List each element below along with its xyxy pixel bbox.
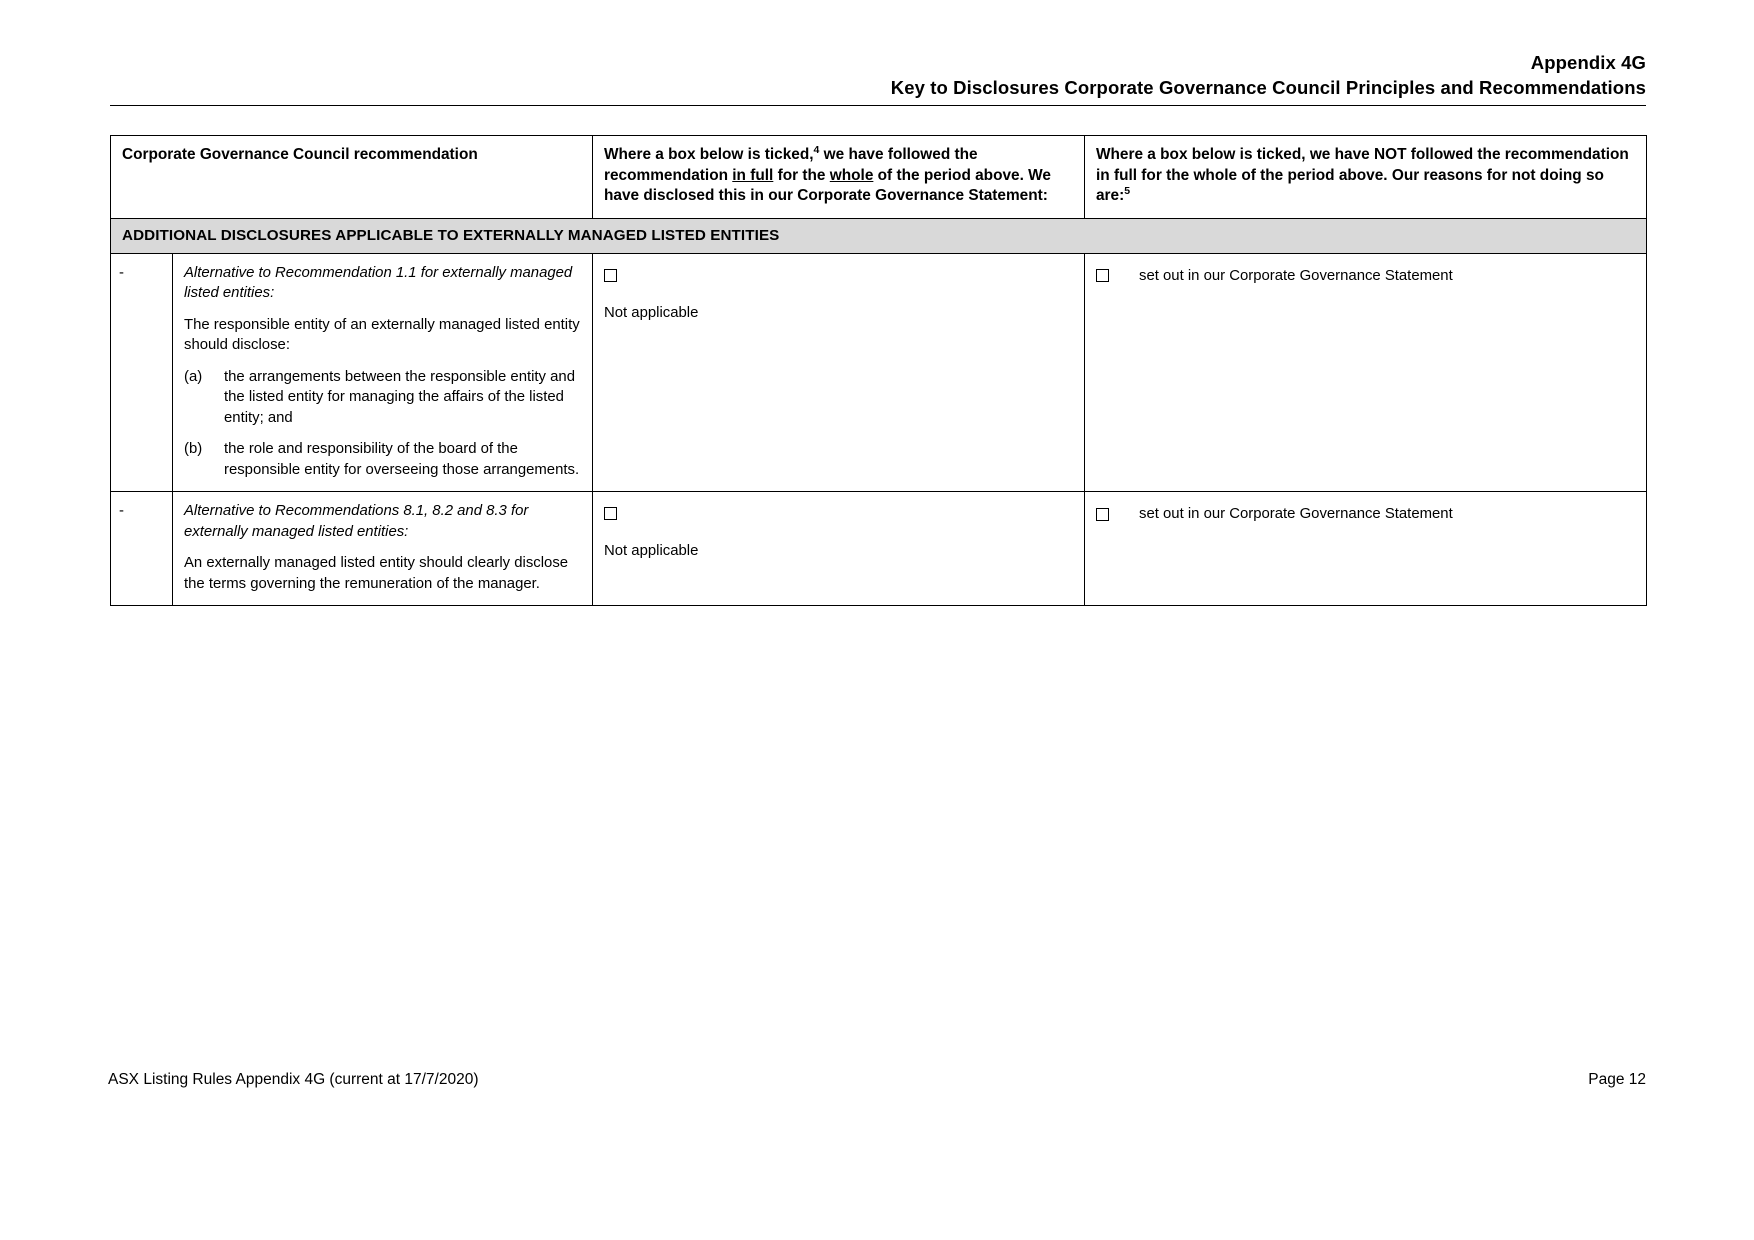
section-band-cell [111, 218, 1647, 253]
list-item-text: the role and responsibility of the board of the responsible entity for overseeing those arrangements. [224, 441, 580, 478]
row-number-cell [111, 492, 173, 606]
row-recommendation-cell [173, 253, 593, 492]
list-item-label: (a) [184, 368, 203, 385]
disclosures-table-container [110, 135, 1646, 606]
row-followed-cell [593, 253, 1085, 492]
row-not-followed-cell [1085, 492, 1647, 606]
list-item [184, 367, 581, 429]
row-number-cell [111, 253, 173, 492]
header-divider-rule [110, 105, 1646, 106]
not-followed-content [1085, 492, 1646, 536]
page-footer [108, 1069, 1646, 1090]
row-not-followed-cell [1085, 253, 1647, 492]
recommendation-lead: The responsible entity of an externally managed listed entity should disclose: [184, 316, 580, 353]
not-followed-reason-row[interactable] [1096, 501, 1635, 525]
recommendation-heading: Alternative to Recommendation 1.1 for externally managed listed entities: [184, 264, 573, 301]
followed-checkbox-line[interactable] [604, 501, 1073, 523]
followed-underline-in-full: in full [732, 166, 774, 184]
checkbox-icon[interactable] [604, 269, 617, 282]
not-followed-text-part1: Where a box below is ticked, we have NOT followed the recommendation in full for the whole of the period above. Our reasons for not doing so are: [1096, 146, 1629, 204]
checkbox-wrapper[interactable] [1096, 505, 1109, 523]
row-recommendation-cell [173, 492, 593, 606]
table-row [111, 253, 1647, 492]
row-recommendation-body [173, 492, 592, 605]
page-header [110, 50, 1646, 100]
footer-source-label: ASX Listing Rules Appendix 4G (current at 17/7/2020) [108, 1071, 479, 1088]
header-appendix-title: Appendix 4G [1530, 52, 1646, 73]
row-recommendation-body [173, 254, 592, 492]
followed-text-part1: Where a box below is ticked, [604, 146, 814, 163]
followed-note: Not applicable [604, 304, 699, 321]
checkbox-wrapper[interactable] [1096, 267, 1109, 285]
checkbox-icon[interactable] [1096, 269, 1109, 282]
header-label-recommendation: Corporate Governance Council recommendation [122, 146, 478, 163]
footer-page-number: Page 12 [1588, 1071, 1646, 1088]
table-row [111, 492, 1647, 606]
section-band-label: ADDITIONAL DISCLOSURES APPLICABLE TO EXTERNALLY MANAGED LISTED ENTITIES [122, 226, 780, 244]
not-followed-note: set out in our Corporate Governance Statement [1139, 506, 1453, 522]
list-item-label: (b) [184, 441, 203, 457]
header-cell-followed [593, 136, 1085, 219]
table-header-row [111, 136, 1647, 219]
header-cell-recommendation [111, 136, 593, 219]
checkbox-icon[interactable] [1096, 508, 1109, 521]
followed-checkbox-line[interactable] [604, 263, 1073, 285]
section-band-row [111, 218, 1647, 253]
not-followed-content [1085, 254, 1646, 298]
list-item [184, 439, 581, 480]
followed-content [593, 492, 1084, 573]
row-number-label: - [119, 503, 124, 519]
followed-note: Not applicable [604, 543, 699, 559]
header-subtitle: Key to Disclosures Corporate Governance Council Principles and Recommendations [890, 77, 1646, 98]
header-cell-not-followed [1085, 136, 1647, 219]
followed-content [593, 254, 1084, 335]
recommendation-lead: An externally managed listed entity should clearly disclose the terms governing the remuneration of the manager. [184, 555, 569, 592]
footnote-marker-4: 4 [813, 143, 820, 156]
list-item-text: the arrangements between the responsible entity and the listed entity for managing the affairs of the listed entity; and [224, 368, 575, 426]
header-label-not-followed [1085, 136, 1646, 218]
header-label-followed [593, 136, 1084, 218]
not-followed-reason-row[interactable] [1096, 263, 1635, 287]
row-number-label: - [119, 264, 124, 281]
row-followed-cell [593, 492, 1085, 606]
followed-text-part2: we have followed the recommendation [604, 146, 978, 184]
followed-text-part4: of the period above. We have disclosed this in our Corporate Governance Statement: [604, 166, 1051, 204]
recommendation-heading: Alternative to Recommendations 8.1, 8.2 and 8.3 for externally managed listed entities: [184, 503, 529, 540]
checkbox-icon[interactable] [604, 507, 617, 520]
followed-text-part3: for the [773, 166, 830, 184]
footnote-marker-5: 5 [1124, 184, 1131, 197]
followed-underline-whole: whole [829, 166, 874, 184]
disclosures-table [110, 135, 1647, 606]
not-followed-note: set out in our Corporate Governance Statement [1139, 267, 1453, 284]
